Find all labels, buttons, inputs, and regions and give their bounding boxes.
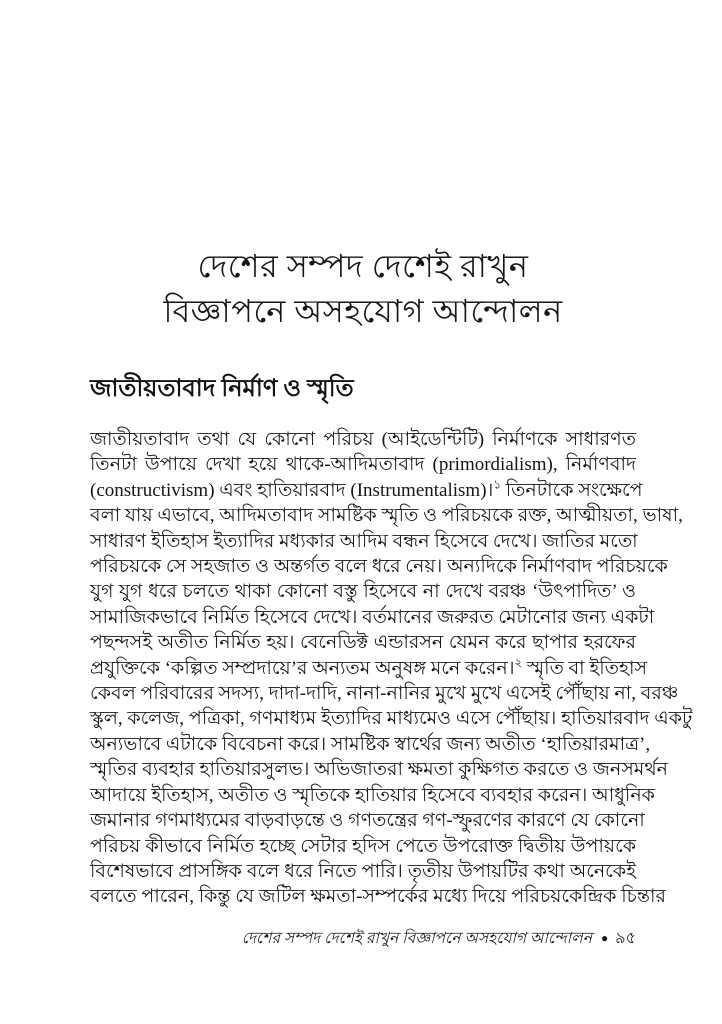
body-text-line: সাধারণ ইতিহাস ইত্যাদির মধ্যকার আদিম বন্ধন হিসেবে দেখে। জাতির মতো [90,530,638,552]
running-footer [90,927,636,950]
body-text-line: তিনটা উপায়ে দেখা হয়ে থাকে-আদিমতাবাদ (primordialism), নির্মাণবাদ [90,454,636,476]
chapter-title-line-2: বিজ্ঞাপনে অসহযোগ আন্দোলন [163,293,563,329]
body-text-line: জাতীয়তাবাদ তথা যে কোনো পরিচয় (আইডেন্টিটি) নির্মাণকে সাধারণত [90,429,636,450]
body-text-line: (constructivism) এবং হাতিয়ারবাদ (Instrumentalism)।$^১$ তিনটাকে সংক্ষেপে [90,478,643,501]
body-text-line: কেবল পরিবারের সদস্য, দাদা-দাদি, নানা-নানির মুখে মুখে এসেই পৌঁছায় না, বরঞ্চ [90,683,679,705]
body-text-line: বিশেষভাবে প্রাসঙ্গিক বলে ধরে নিতে পারি। তৃতীয় উপায়টির কথা অনেকেই [90,860,636,882]
body-text-line: জমানার গণমাধ্যমের বাড়বাড়ন্তে ও গণতন্ত্রের গণ-স্ফুরণের কারণে যে কোনো [90,810,645,832]
body-text-line: বলা যায় এভাবে, আদিমতাবাদ সামষ্টিক স্মৃতি ও পরিচয়কে রক্ত, আত্মীয়তা, ভাষা, [90,505,683,527]
body-text-line: প্রযুক্তিকে ‘কল্পিত সম্প্রদায়ে’র অন্যতম অনুষঙ্গ মনে করেন।$^২$ স্মৃতি বা ইতিহাস [90,656,648,679]
body-text-line: পছন্দসই অতীত নির্মিত হয়। বেনেডিক্ট এন্ডারসন যেমন করে ছাপার হরফের [90,632,636,654]
body-text-line: সামাজিকভাবে নির্মিত হিসেবে দেখে। বর্তমানের জরুরত মেটানোর জন্য একটা [90,606,655,628]
chapter-title-line-1: দেশের সম্পদ দেশেই রাখুন [197,248,529,284]
page-number: ৯৫ [615,930,636,947]
footnote-reference: ১ [493,478,501,492]
body-text-line: যুগ যুগ ধরে চলতে থাকা কোনো বস্তু হিসেবে না দেখে বরঞ্চ ‘উৎপাদিত’ ও [90,581,636,603]
body-paragraph [90,427,693,910]
body-text-line: স্মৃতির ব্যবহার হাতিয়ারসুলভ। অভিজাতরা ক্ষমতা কুক্ষিগত করতে ও জনসমর্থন [90,759,668,781]
body-text-line: আদায়ে ইতিহাস, অতীত ও স্মৃতিকে হাতিয়ার হিসেবে ব্যবহার করেন। আধুনিক [90,784,655,806]
body-text-line: পরিচয় কীভাবে নির্মিত হচ্ছে সেটার হদিস পেতে উপরোক্ত দ্বিতীয় উপায়কে [90,835,636,857]
section-heading: জাতীয়তাবাদ নির্মাণ ও স্মৃতি [90,376,354,402]
body-text-line: বলতে পারেন, কিন্তু যে জটিল ক্ষমতা-সম্পর্কের মধ্যে দিয়ে পরিচয়কেন্দ্রিক চিন্তার [90,886,666,908]
body-text-line: পরিচয়কে সে সহজাত ও অন্তর্গত বলে ধরে নেয়। অন্যদিকে নির্মাণবাদ পরিচয়কে [90,556,668,578]
footer-title-text: দেশের সম্পদ দেশেই রাখুন বিজ্ঞাপনে অসহযোগ আন্দোলন [241,930,592,947]
body-text-line: স্কুল, কলেজ, পত্রিকা, গণমাধ্যম ইত্যাদির মাধ্যমেও এসে পৌঁছায়। হাতিয়ারবাদ একটু [90,708,693,730]
body-text-line: অন্যভাবে এটাকে বিবেচনা করে। সামষ্টিক স্বার্থের জন্য অতীত ‘হাতিয়ারমাত্র’, [90,733,651,755]
chapter-title [90,244,636,334]
footnote-reference: ২ [514,656,523,670]
footer-bullet-icon: ● [600,931,609,945]
